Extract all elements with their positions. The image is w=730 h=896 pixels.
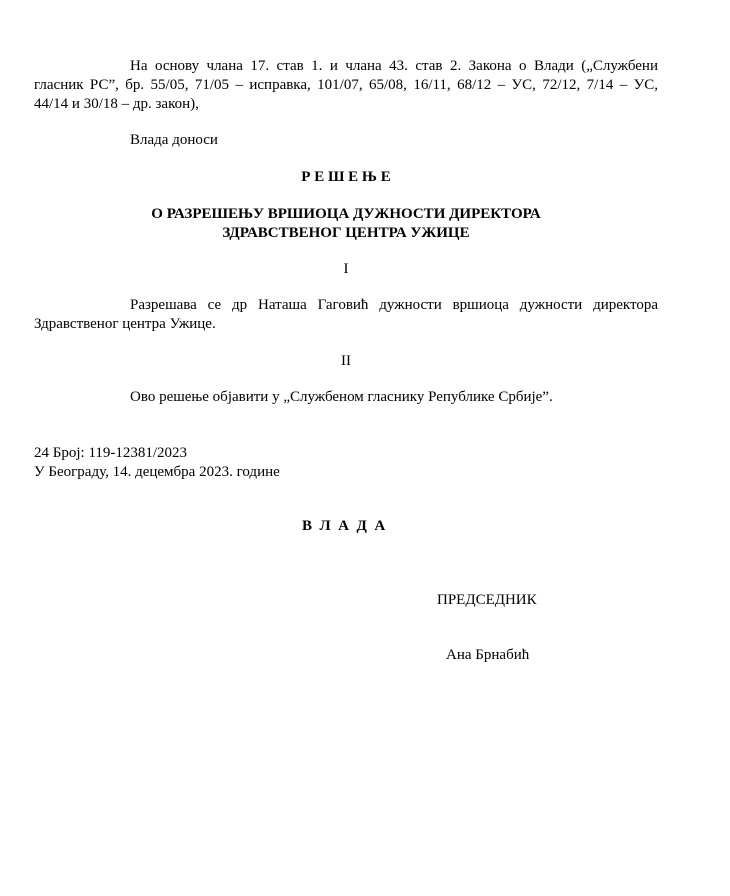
adopts-text: Влада доноси	[130, 132, 218, 148]
government-heading: В Л А Д А	[302, 518, 386, 534]
preamble-line-3: 44/14 и 30/18 – др. закон),	[34, 96, 199, 112]
section-1-line-2: Здравственог центра Ужице.	[34, 316, 216, 332]
section-2-paragraph: Ово решење објавити у „Службеном гласнику Републике Србије”.	[130, 389, 553, 405]
section-1-paragraph	[34, 296, 658, 334]
signatory-title: ПРЕДСЕДНИК	[437, 592, 537, 608]
decision-subject	[34, 205, 658, 243]
preamble-line-1: На основу члана 17. став 1. и члана 43. став 2. Закона о Влади („Службени	[130, 58, 658, 74]
preamble-line-2: гласник РС”, бр. 55/05, 71/05 – исправка, 101/07, 65/08, 16/11, 68/12 – УС, 72/12, 7/14 – УС,	[34, 77, 658, 93]
reference-place-date: У Београду, 14. децембра 2023. године	[34, 464, 280, 480]
subject-line-1: О РАЗРЕШЕЊУ ВРШИОЦА ДУЖНОСТИ ДИРЕКТОРА	[151, 206, 541, 222]
decision-title: Р Е Ш Е Њ Е	[301, 169, 391, 185]
reference-number: 24 Број: 119-12381/2023	[34, 445, 188, 461]
section-2-number: II	[341, 353, 351, 369]
signatory-name: Ана Брнабић	[446, 647, 530, 663]
section-1-number: I	[343, 261, 349, 277]
subject-line-2: ЗДРАВСТВЕНОГ ЦЕНТРА УЖИЦЕ	[222, 225, 470, 241]
section-1-line-1: Разрешава се др Наташа Гаговић дужности вршиоца дужности директора	[130, 297, 658, 313]
reference-block	[34, 444, 280, 482]
preamble-paragraph	[34, 57, 658, 114]
